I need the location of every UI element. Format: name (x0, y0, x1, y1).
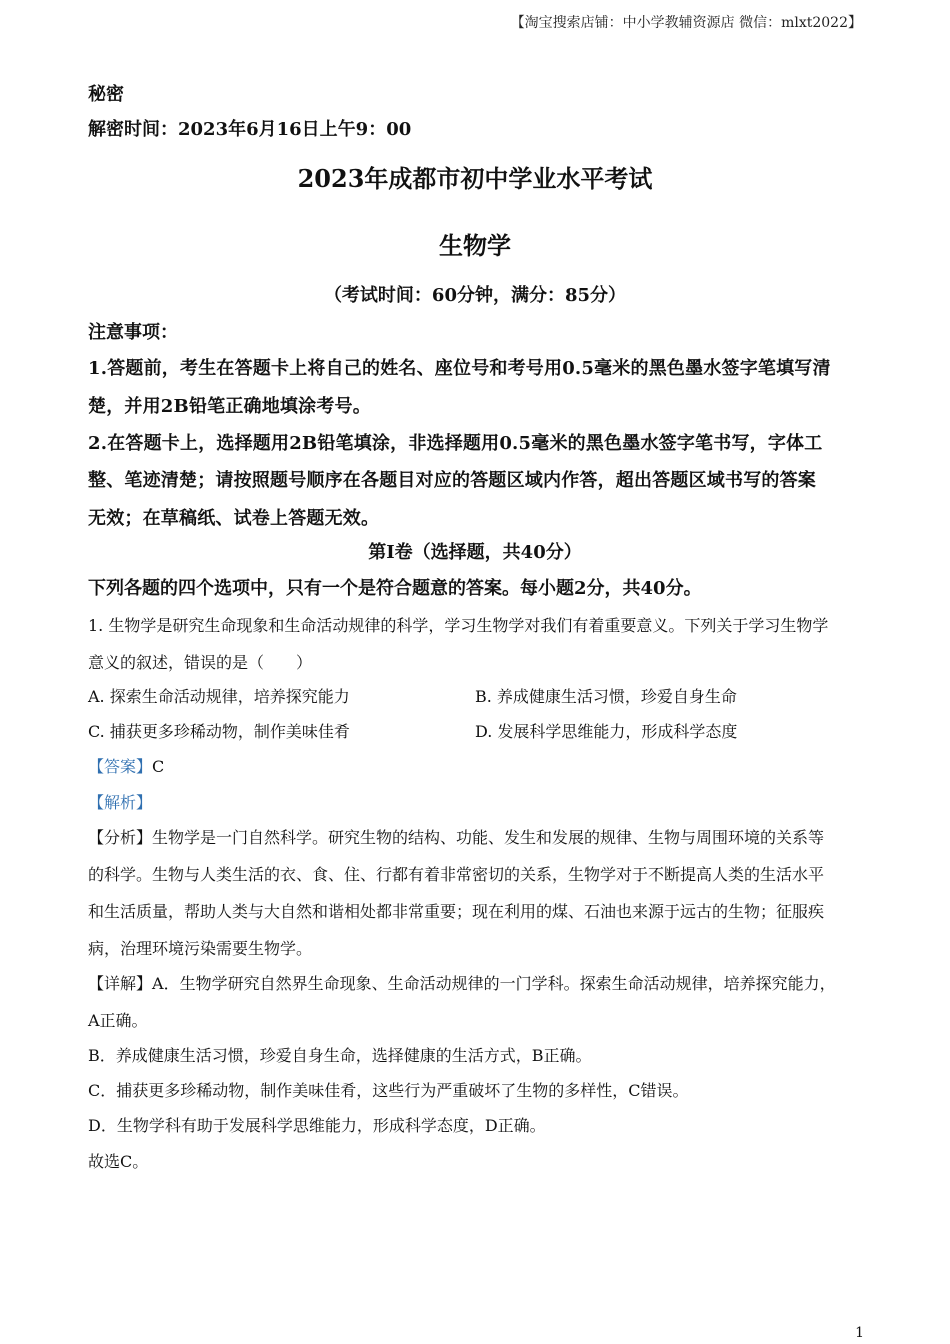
header-note: 【淘宝搜索店铺：中小学教辅资源店 微信：mlxt2022】 (510, 15, 862, 31)
notice-line: 整、笔迹清楚；请按照题号顺序在各题目对应的答题区域内作答，超出答题区域书写的答案 (88, 470, 816, 491)
answer-label: 【答案】 (88, 757, 153, 776)
declassify-time: 解密时间：2023年6月16日上午9：00 (88, 119, 412, 140)
question-stem: 意义的叙述，错误的是（ ） (88, 653, 313, 672)
secret-label: 秘密 (88, 84, 124, 105)
fenxi-text: 生物学是一门自然科学。研究生物的结构、功能、发生和发展的规律、生物与周围环境的关系等 (152, 828, 825, 847)
notice-line: 1.答题前，考生在答题卡上将自己的姓名、座位号和考号用0.5毫米的黑色墨水签字笔填写清 (88, 358, 831, 379)
xiangjie-text: B．养成健康生活习惯，珍爱自身生命，选择健康的生活方式，B正确。 (88, 1046, 592, 1065)
answer-value: C (152, 757, 165, 776)
question-stem: 1. 生物学是研究生命现象和生命活动规律的科学，学习生物学对我们有着重要意义。下列关于学习生物学 (88, 616, 829, 635)
xiangjie-label: 【详解】 (88, 974, 153, 993)
xiangjie-text: C．捕获更多珍稀动物，制作美味佳肴，这些行为严重破坏了生物的多样性，C错误。 (88, 1081, 689, 1100)
xiangjie-text: A正确。 (88, 1011, 148, 1030)
notice-heading: 注意事项： (88, 322, 178, 343)
notice-line: 2.在答题卡上，选择题用2B铅笔填涂，非选择题用0.5毫米的黑色墨水签字笔书写，字体工 (88, 433, 823, 454)
fenxi-text: 病，治理环境污染需要生物学。 (88, 939, 313, 958)
exam-title: 2023年成都市初中学业水平考试 (297, 164, 653, 193)
option-d: D. 发展科学思维能力，形成科学态度 (475, 722, 738, 741)
xiangjie-row (88, 971, 836, 994)
fenxi-text: 的科学。生物与人类生活的衣、食、住、行都有着非常密切的关系，生物学对于不断提高人类的生活水平 (88, 865, 825, 884)
notice-line: 无效；在草稿纸、试卷上答题无效。 (88, 508, 380, 529)
answer-row (88, 754, 164, 777)
option-b: B. 养成健康生活习惯，珍爱自身生命 (475, 687, 737, 706)
xiangjie-text: D．生物学科有助于发展科学思维能力，形成科学态度，D正确。 (88, 1116, 546, 1135)
subject-title: 生物学 (439, 231, 511, 260)
conclusion-text: 故选C。 (88, 1152, 149, 1171)
fenxi-row (88, 825, 824, 848)
fenxi-text: 和生活质量，帮助人类与大自然和谐相处都非常重要；现在利用的煤、石油也来源于远古的生物；征服疾 (88, 902, 825, 921)
page-number: 1 (855, 1325, 864, 1341)
option-a: A. 探索生命活动规律，培养探究能力 (88, 687, 350, 706)
xiangjie-text: A．生物学研究自然界生命现象、生命活动规律的一门学科。探索生命活动规律，培养探究能力， (152, 974, 836, 993)
exam-info: （考试时间：60分钟，满分：85分） (323, 285, 627, 306)
section-title: 第I卷（选择题，共40分） (368, 542, 582, 563)
option-c: C. 捕获更多珍稀动物，制作美味佳肴 (88, 722, 350, 741)
notice-line: 楚，并用2B铅笔正确地填涂考号。 (88, 396, 371, 417)
fenxi-label: 【分析】 (88, 828, 153, 847)
analysis-label: 【解析】 (88, 793, 153, 812)
section-description: 下列各题的四个选项中，只有一个是符合题意的答案。每小题2分，共40分。 (88, 578, 702, 599)
